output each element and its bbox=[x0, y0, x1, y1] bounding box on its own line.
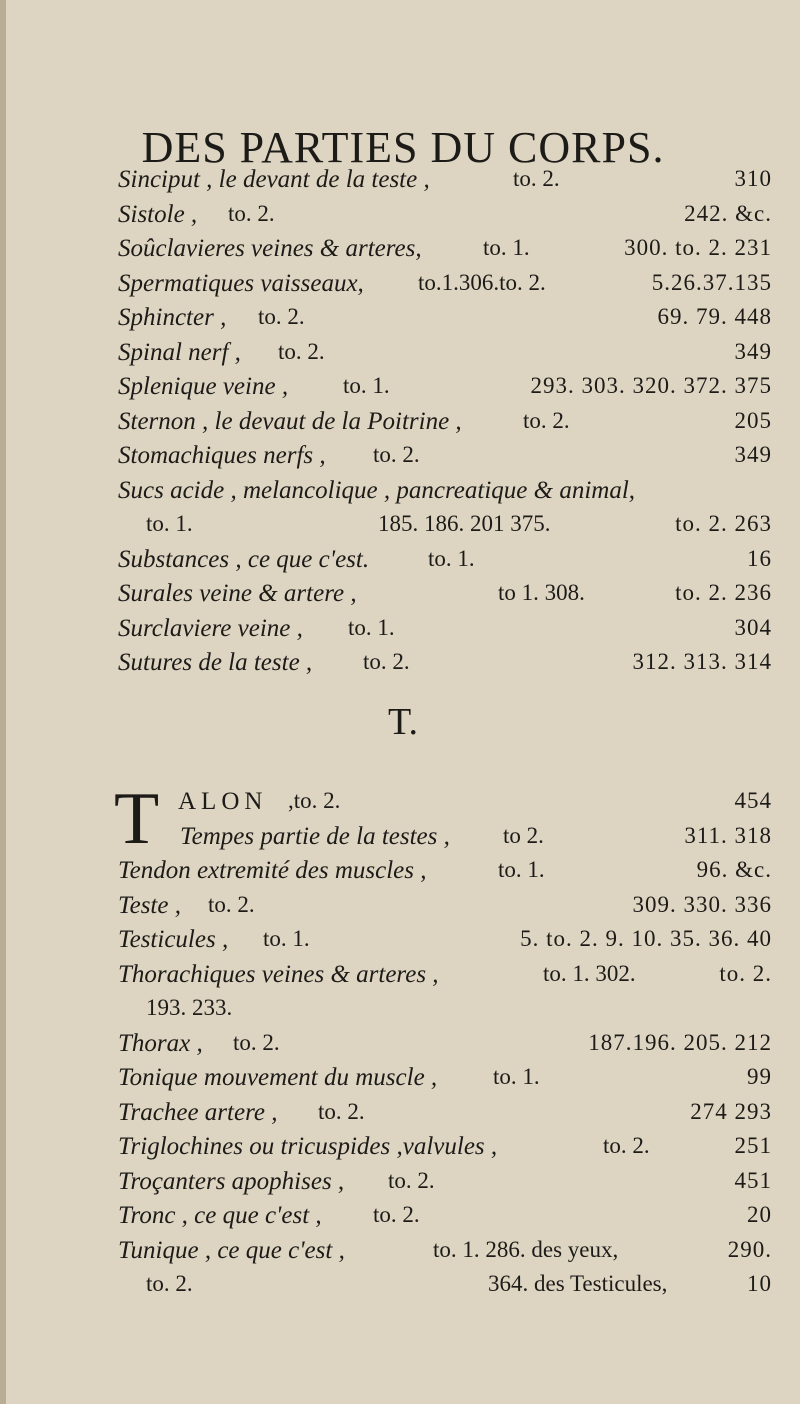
entry-volume-ref: to. 2. bbox=[373, 442, 420, 467]
index-entry bbox=[118, 304, 772, 339]
entry-page-numbers: 96. &c. bbox=[696, 857, 772, 882]
entry-page-numbers: 311. 318 bbox=[684, 822, 772, 848]
entry-volume-ref: to. 2. bbox=[228, 200, 275, 226]
index-entry bbox=[118, 477, 772, 512]
entry-page-numbers: 20 bbox=[747, 1202, 772, 1227]
entry-term: Tronc , ce que c'est , bbox=[118, 1202, 322, 1229]
entry-term: Thorachiques veines & arteres , bbox=[118, 960, 439, 988]
index-entry bbox=[118, 926, 772, 961]
entry-term: Triglochines ou tricuspides ,valvules , bbox=[118, 1133, 498, 1160]
entry-term: Soûclavieres veines & arteres, bbox=[118, 235, 422, 262]
entry-page-numbers: 312. 313. 314 bbox=[632, 649, 772, 674]
entry-term: Splenique veine , bbox=[118, 373, 289, 400]
entry-page-numbers: 10 bbox=[747, 1271, 772, 1296]
index-entry bbox=[118, 1271, 772, 1306]
entry-volume-ref: to.1.306.to. 2. bbox=[418, 269, 546, 295]
entry-term: Sphincter , bbox=[118, 304, 227, 331]
entry-volume-ref: to. 1. bbox=[498, 857, 545, 882]
drop-cap: T bbox=[114, 778, 160, 860]
index-entry bbox=[118, 1237, 772, 1272]
entry-term: Tunique , ce que c'est , bbox=[118, 1236, 345, 1264]
index-entry bbox=[118, 339, 772, 374]
entry-term: Stomachiques nerfs , bbox=[118, 442, 326, 469]
entry-volume-ref: to. 2. bbox=[233, 1029, 280, 1055]
index-entry bbox=[118, 1202, 772, 1237]
index-entry bbox=[118, 580, 772, 615]
index-entry bbox=[118, 373, 772, 408]
index-entry bbox=[118, 1133, 772, 1168]
entry-term: Surales veine & artere , bbox=[118, 580, 357, 607]
index-entry bbox=[118, 892, 772, 927]
entry-term: Tendon extremité des muscles , bbox=[118, 857, 427, 884]
entry-page-numbers: 99 bbox=[747, 1064, 772, 1089]
index-entry bbox=[118, 857, 772, 892]
entry-continuation: 193. 233. bbox=[146, 995, 233, 1020]
entry-volume-ref: ,to. 2. bbox=[288, 788, 341, 813]
entry-volume-ref: to. 1. bbox=[428, 545, 475, 571]
index-entry bbox=[118, 961, 772, 996]
entry-volume-ref: to. 2. bbox=[513, 166, 560, 191]
entry-term: Sternon , le devaut de la Poitrine , bbox=[118, 407, 462, 435]
index-entry bbox=[118, 649, 772, 684]
entry-volume-ref: to. 1. 302. bbox=[543, 960, 636, 986]
entry-page-numbers: to. 2. 263 bbox=[675, 511, 772, 536]
entry-term: Surclaviere veine , bbox=[118, 614, 303, 642]
index-entry bbox=[118, 1099, 772, 1134]
entry-volume-ref: to. 1. bbox=[493, 1064, 540, 1089]
entry-page-numbers: 454 bbox=[734, 788, 772, 813]
entry-volume-ref: to. 2. bbox=[603, 1133, 650, 1158]
entry-page-numbers: 5.26.37.135 bbox=[651, 269, 772, 295]
index-entry bbox=[118, 201, 772, 236]
entry-volume-ref: to. 1. bbox=[263, 926, 310, 951]
entry-page-numbers: 304 bbox=[734, 614, 772, 640]
entry-page-numbers: to. 2. 236 bbox=[675, 580, 772, 605]
section-letter: T. bbox=[388, 701, 418, 743]
entry-volume-ref: to. 2. bbox=[363, 649, 410, 674]
entry-page-numbers: 349 bbox=[734, 442, 772, 467]
t-entries-list bbox=[114, 778, 772, 1306]
entry-volume-ref: to. 1. 286. des yeux, bbox=[433, 1236, 619, 1262]
entry-term: Sucs acide , melancolique , pancreatique & animal, bbox=[118, 476, 636, 504]
entry-volume-ref: to 2. bbox=[503, 822, 544, 848]
entry-page-numbers: 300. to. 2. 231 bbox=[624, 235, 772, 260]
entry-volume-ref: to. 2. bbox=[318, 1098, 365, 1124]
entry-page-numbers: 274 293 bbox=[690, 1098, 772, 1124]
entry-term: Teste , bbox=[118, 891, 181, 919]
entry-term: Substances , ce que c'est. bbox=[118, 545, 370, 573]
entry-page-numbers: 309. 330. 336 bbox=[632, 891, 772, 917]
entry-volume-ref: to 1. 308. bbox=[498, 580, 585, 605]
entry-volume-ref: to. 1. bbox=[483, 235, 530, 260]
entry-volume-ref: 185. 186. 201 375. bbox=[378, 511, 551, 536]
entry-term: Spinal nerf , bbox=[118, 338, 241, 366]
entry-volume-ref: to. 2. bbox=[373, 1202, 420, 1227]
entry-page-numbers: to. 2. bbox=[719, 960, 772, 986]
entry-continuation: to. 1. bbox=[146, 511, 193, 536]
s-entries-list bbox=[118, 166, 772, 684]
entry-term: Trachee artere , bbox=[118, 1098, 278, 1126]
entry-page-numbers: 16 bbox=[747, 545, 772, 571]
entry-term: Tonique mouvement du muscle , bbox=[118, 1064, 438, 1091]
entry-term: Troçanters apophises , bbox=[118, 1167, 345, 1195]
index-entry bbox=[118, 1168, 772, 1203]
index-entry bbox=[118, 270, 772, 305]
entry-term: Spermatiques vaisseaux, bbox=[118, 269, 364, 297]
index-entry bbox=[118, 995, 772, 1030]
entry-volume-ref: to. 1. bbox=[343, 373, 390, 398]
index-entry bbox=[118, 235, 772, 270]
entry-term: Sistole , bbox=[118, 200, 198, 228]
index-entry bbox=[118, 166, 772, 201]
running-head: DES PARTIES DU CORPS. bbox=[141, 123, 665, 172]
entry-page-numbers: 187.196. 205. 212 bbox=[588, 1029, 772, 1055]
entry-volume-ref: to. 2. bbox=[523, 407, 570, 433]
index-entry bbox=[118, 615, 772, 650]
entry-volume-ref: to. 2. bbox=[388, 1167, 435, 1193]
index-entry bbox=[118, 823, 772, 858]
entry-page-numbers: 349 bbox=[734, 338, 772, 364]
index-entry bbox=[118, 1064, 772, 1099]
entry-page-numbers: 290. bbox=[727, 1236, 772, 1262]
index-entry bbox=[118, 442, 772, 477]
entry-page-numbers: 293. 303. 320. 372. 375 bbox=[530, 373, 772, 398]
entry-page-numbers: 5. to. 2. 9. 10. 35. 36. 40 bbox=[520, 926, 772, 951]
entry-volume-ref: to. 2. bbox=[208, 891, 255, 917]
entry-page-numbers: 205 bbox=[734, 407, 772, 433]
entry-volume-ref: to. 1. bbox=[348, 614, 395, 640]
entry-term: Tempes partie de la testes , bbox=[180, 822, 450, 850]
entry-page-numbers: 69. 79. 448 bbox=[657, 304, 772, 329]
index-entry bbox=[118, 511, 772, 546]
entry-page-numbers: 310 bbox=[734, 166, 772, 191]
entry-term: Sutures de la teste , bbox=[118, 649, 313, 676]
entry-volume-ref: to. 2. bbox=[278, 338, 325, 364]
entry-term: Sinciput , le devant de la teste , bbox=[118, 166, 430, 193]
entry-page-numbers: 242. &c. bbox=[684, 200, 772, 226]
entry-term: Thorax , bbox=[118, 1029, 203, 1057]
entry-page-numbers: 251 bbox=[734, 1133, 772, 1158]
index-entry bbox=[118, 546, 772, 581]
entry-volume-ref: 364. des Testicules, bbox=[488, 1271, 668, 1296]
entry-term: ALON bbox=[178, 788, 268, 815]
entry-term: Testicules , bbox=[118, 926, 229, 953]
index-entry bbox=[118, 1030, 772, 1065]
index-entry bbox=[118, 408, 772, 443]
entry-continuation: to. 2. bbox=[146, 1271, 193, 1296]
entry-page-numbers: 451 bbox=[734, 1167, 772, 1193]
entry-volume-ref: to. 2. bbox=[258, 304, 305, 329]
